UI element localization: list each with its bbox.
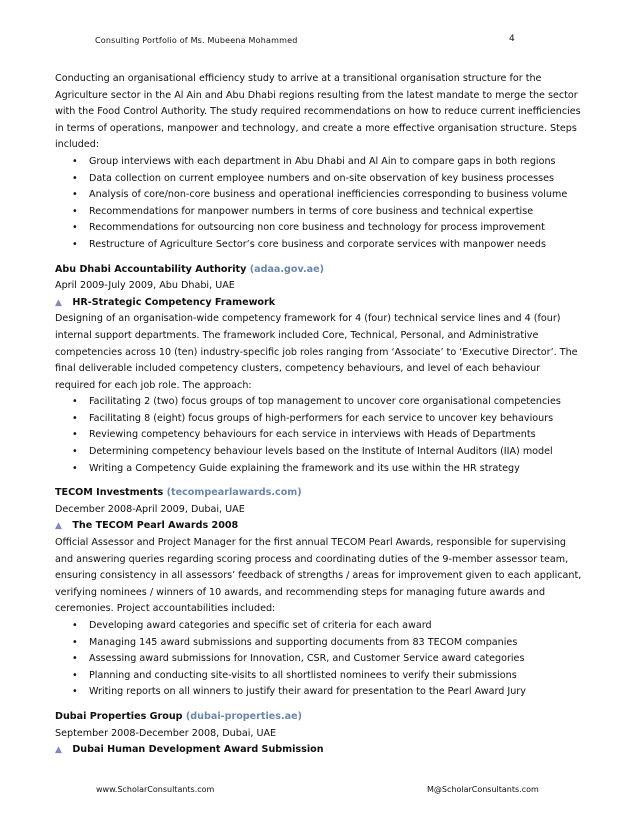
bullet-icon: • xyxy=(72,686,78,698)
project-title: ▲ Dubai Human Development Award Submission xyxy=(55,742,583,759)
section-bullet-list xyxy=(55,618,583,701)
org-heading-adaa xyxy=(55,262,583,279)
bullet-icon: • xyxy=(72,446,78,458)
org-name: TECOM Investments xyxy=(55,487,164,499)
footer-website: www.ScholarConsultants.com xyxy=(96,785,215,794)
triangle-icon: ▲ xyxy=(55,521,62,532)
section-bullet-list xyxy=(55,394,583,477)
list-item: • Managing 145 award submissions and supporting documents from 83 TECOM companies xyxy=(55,635,583,652)
bullet-icon: • xyxy=(72,396,78,408)
list-item: • Writing reports on all winners to justify their award for presentation to the Pearl Award Jury xyxy=(55,684,583,701)
page-number: 4 xyxy=(509,34,515,44)
bullet-icon: • xyxy=(72,189,78,201)
list-item: • Assessing award submissions for Innovation, CSR, and Customer Service award categories xyxy=(55,651,583,668)
org-heading-tecom xyxy=(55,485,583,502)
list-item: • Reviewing competency behaviours for each service in interviews with Heads of Departments xyxy=(55,427,583,444)
section-paragraph: Designing of an organisation-wide competency framework for 4 (four) technical service lines and 4 (four) internal support departments. The framework included Core, Technical, Personal, and Administrative competencies across 10 (ten) industry-specific job roles ranging from ‘Associate’ to ‘Executive Director’. The final deliverable included competency clusters, competency behaviours, and level of each behaviour required for each job role. The approach: xyxy=(55,313,578,391)
engagement-dates: April 2009-July 2009, Abu Dhabi, UAE xyxy=(55,280,235,292)
bullet-icon: • xyxy=(72,636,78,648)
list-item: • Determining competency behaviour levels based on the Institute of Internal Auditors (IIA) model xyxy=(55,444,583,461)
list-item: • Group interviews with each department in Abu Dhabi and Al Ain to compare gaps in both regions xyxy=(55,154,583,171)
list-item: • Developing award categories and specific set of criteria for each award xyxy=(55,618,583,635)
list-item: • Analysis of core/non-core business and operational inefficiencies corresponding to business volume xyxy=(55,187,583,204)
engagement-dates: September 2008-December 2008, Dubai, UAE xyxy=(55,727,277,739)
list-item: • Recommendations for outsourcing non core business and technology for process improvement xyxy=(55,220,583,237)
bullet-icon: • xyxy=(72,155,78,167)
engagement-dates: December 2008-April 2009, Dubai, UAE xyxy=(55,503,245,515)
bullet-icon: • xyxy=(72,172,78,184)
document-body xyxy=(55,71,583,759)
org-url: (adaa.gov.ae) xyxy=(249,263,324,275)
triangle-icon: ▲ xyxy=(55,297,62,308)
intro-paragraph: Conducting an organisational efficiency study to arrive at a transitional organisation structure for the Agriculture sector in the Al Ain and Abu Dhabi regions resulting from the latest mandate to merge the sector with the Food Control Authority. The study required recommendations on how to reduce current inefficiencies in terms of operations, manpower and technology, and create a more effective organisation structure. Steps included: xyxy=(55,73,581,151)
bullet-icon: • xyxy=(72,238,78,250)
list-item: • Facilitating 8 (eight) focus groups of high-performers for each service to uncover key behaviours xyxy=(55,411,583,428)
bullet-icon: • xyxy=(72,412,78,424)
org-name: Dubai Properties Group xyxy=(55,710,183,722)
list-item: • Data collection on current employee numbers and on-site observation of key business processes xyxy=(55,171,583,188)
list-item: • Restructure of Agriculture Sector’s core business and corporate services with manpower needs xyxy=(55,237,583,254)
project-title: ▲ HR-Strategic Competency Framework xyxy=(55,295,583,312)
org-url: (tecompearlawards.com) xyxy=(166,487,302,499)
footer-email: M@ScholarConsultants.com xyxy=(427,785,539,794)
list-item: • Writing a Competency Guide explaining the framework and its use within the HR strategy xyxy=(55,461,583,478)
bullet-icon: • xyxy=(72,429,78,441)
bullet-icon: • xyxy=(72,669,78,681)
intro-bullet-list xyxy=(55,154,583,254)
bullet-icon: • xyxy=(72,653,78,665)
bullet-icon: • xyxy=(72,620,78,631)
list-item: • Planning and conducting site-visits to all shortlisted nominees to verify their submissions xyxy=(55,668,583,685)
project-title: ▲ The TECOM Pearl Awards 2008 xyxy=(55,518,583,535)
triangle-icon: ▲ xyxy=(55,745,62,756)
bullet-icon: • xyxy=(72,205,78,217)
header-title: Consulting Portfolio of Ms. Mubeena Mohammed xyxy=(95,36,298,45)
bullet-icon: • xyxy=(72,222,78,234)
list-item: • Recommendations for manpower numbers in terms of core business and technical expertise xyxy=(55,204,583,221)
bullet-icon: • xyxy=(72,462,78,474)
org-heading-dubai-properties xyxy=(55,709,583,726)
section-paragraph: Official Assessor and Project Manager for the first annual TECOM Pearl Awards, responsible for supervising and answering queries regarding scoring process and coordinating duties of the 9-member assessor team, ensuring consistency in all assessors’ feedback of strengths / areas for improvement given to each applicant, verifying nominees / winners of 10 awards, and recommending steps for managing future awards and ceremonies. Project accountabilities included: xyxy=(55,537,582,615)
list-item: • Facilitating 2 (two) focus groups of top management to uncover core organisational competencies xyxy=(55,394,583,411)
org-name: Abu Dhabi Accountability Authority xyxy=(55,263,247,275)
org-url: (dubai-properties.ae) xyxy=(185,710,302,722)
